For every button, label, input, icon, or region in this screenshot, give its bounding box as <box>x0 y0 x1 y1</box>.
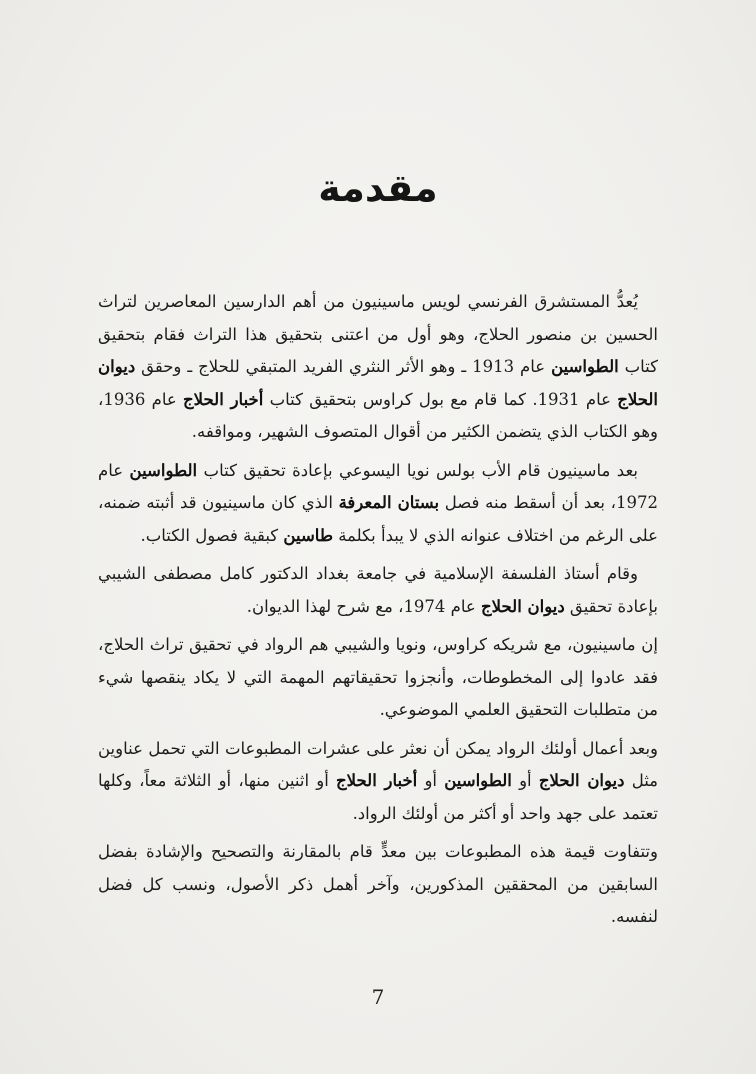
bold-title-run: الطواسين <box>444 771 512 790</box>
bold-title-run: طاسين <box>283 525 333 545</box>
chapter-title: مقدمة <box>318 166 438 210</box>
text-run: بعد ماسينيون قام الأب بولس نويا اليسوعي بإعادة تحقيق كتاب <box>197 460 638 480</box>
text-run: أو <box>511 771 539 790</box>
paragraph <box>98 286 658 449</box>
bold-title-run: ديوان الحلاج <box>481 596 565 616</box>
bold-title-run: الطواسين <box>129 460 198 480</box>
text-run: وقام أستاذ الفلسفة الإسلامية في جامعة بغداد الدكتور كامل مصطفى الشيبي بإعادة تحقيق <box>98 564 658 616</box>
text-run: أو اثنين منها، أو الثلاثة معاً، وكلها تعتمد على جهد واحد أو أكثر من أولئك الرواد. <box>98 771 658 823</box>
bold-title-run: ديوان الحلاج <box>538 771 625 790</box>
body-text <box>98 286 658 940</box>
text-run: يُعدُّ المستشرق الفرنسي لويس ماسينيون من أهم الدارسين المعاصرين لتراث الحسين بن منصور الحلاج، وهو أول من اعتنى بتحقيق هذا التراث فقام بتحقيق كتاب <box>98 292 659 376</box>
page-number: 7 <box>371 985 385 1009</box>
bold-title-run: بستان المعرفة <box>338 493 440 512</box>
text-run: إن ماسينيون، مع شريكه كراوس، ونويا والشيبي هم الرواد في تحقيق تراث الحلاج، فقد عادوا إلى المخطوطات، وأنجزوا تحقيقاتهم المهمة التي لا يكاد ينقصها شيء من متطلبات التحقيق العلمي الموضوعي. <box>98 635 658 719</box>
bold-title-run: الطواسين <box>551 357 619 376</box>
text-run: عام 1913 ـ وهو الأثر النثري الفريد المتبقي للحلاج ـ وحقق <box>135 357 552 376</box>
text-run: عام 1974، مع شرح لهذا الديوان. <box>246 596 482 616</box>
text-run: كبقية فصول الكتاب. <box>140 525 284 545</box>
text-run: وتتفاوت قيمة هذه المطبوعات بين معدٍّ قام بالمقارنة والتصحيح والإشادة بفضل السابقين من المحققين المذكورين، وآخر أهمل ذكر الأصول، ونسب كل فضل لنفسه. <box>98 842 658 926</box>
text-run: عام 1931. كما قام مع بول كراوس بتحقيق كتاب <box>263 389 618 409</box>
paragraph <box>98 733 658 831</box>
paragraph <box>98 629 658 727</box>
bold-title-run: أخبار الحلاج <box>336 771 418 790</box>
text-run: الذي كان ماسينيون قد أثبته ضمنه، على الرغم من اختلاف عنوانه الذي لا يبدأ بكلمة <box>98 493 658 545</box>
paragraph <box>98 836 658 934</box>
text-run: عام 1936، وهو الكتاب الذي يتضمن الكثير من أقوال المتصوف الشهير، ومواقفه. <box>98 389 658 441</box>
text-run: أو <box>417 771 445 790</box>
title-container <box>0 168 756 210</box>
bold-title-run: ديوان الحلاج <box>98 357 659 409</box>
paragraph <box>98 558 658 623</box>
paragraph <box>98 455 658 553</box>
bold-title-run: أخبار الحلاج <box>183 389 264 409</box>
text-run: عام 1972، بعد أن أسقط منه فصل <box>98 460 659 512</box>
text-run: وبعد أعمال أولئك الرواد يمكن أن نعثر على عشرات المطبوعات التي تحمل عناوين مثل <box>98 738 659 790</box>
